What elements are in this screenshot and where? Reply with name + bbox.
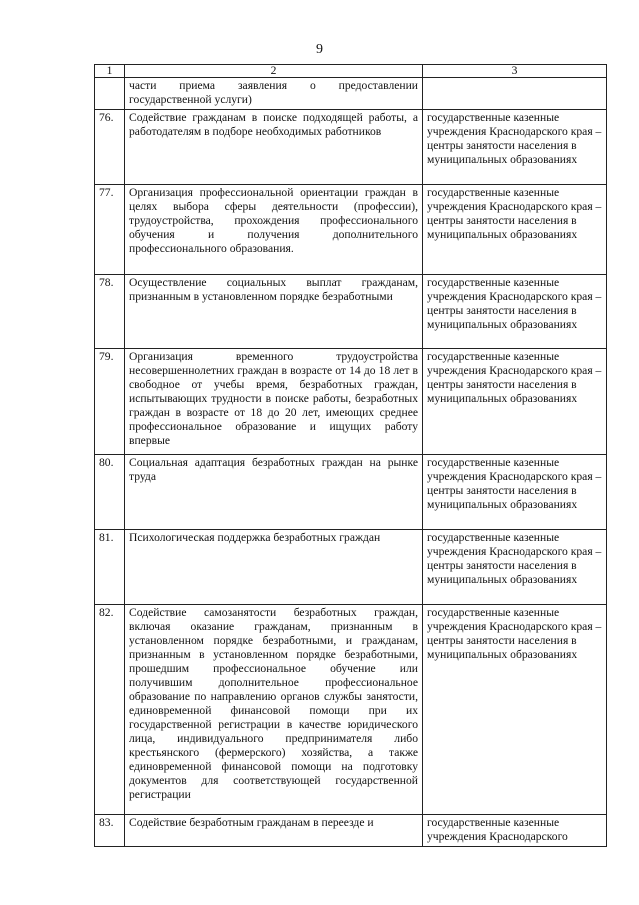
row-number <box>95 78 125 110</box>
row-description: Организация профессиональной ориентации граждан в целях выбора сферы деятельности (профессии), трудоустройства, прохождения профессионального обучения и получения дополнительного профессионального образования. <box>125 185 423 275</box>
row-responsible: государственные казенные учреждения Краснодарского края – центры занятости населения в муниципальных образованиях <box>423 455 607 530</box>
row-number: 77. <box>95 185 125 275</box>
row-number: 83. <box>95 815 125 847</box>
header-col-1: 1 <box>95 65 125 78</box>
row-number: 81. <box>95 530 125 605</box>
header-col-2: 2 <box>125 65 423 78</box>
row-description: части приема заявления о предоставлении государственной услуги) <box>125 78 423 110</box>
table-header-row <box>95 65 607 78</box>
row-responsible: государственные казенные учреждения Краснодарского края – центры занятости населения в муниципальных образованиях <box>423 185 607 275</box>
row-number: 80. <box>95 455 125 530</box>
row-responsible: государственные казенные учреждения Краснодарского края – центры занятости населения в муниципальных образованиях <box>423 349 607 455</box>
table-row-77 <box>95 185 607 275</box>
row-responsible: государственные казенные учреждения Краснодарского края – центры занятости населения в муниципальных образованиях <box>423 605 607 815</box>
table-row-82 <box>95 605 607 815</box>
row-responsible: государственные казенные учреждения Краснодарского края – центры занятости населения в муниципальных образованиях <box>423 110 607 185</box>
table-row-81 <box>95 530 607 605</box>
row-description: Осуществление социальных выплат гражданам, признанным в установленном порядке безработными <box>125 275 423 349</box>
table-row-79 <box>95 349 607 455</box>
row-description: Организация временного трудоустройства несовершеннолетних граждан в возрасте от 14 до 18 лет в свободное от учебы время, безработных граждан, испытывающих трудности в поиске работы, безработных граждан в возрасте от 18 до 20 лет, имеющих среднее профессиональное образование и ищущих работу впервые <box>125 349 423 455</box>
row-responsible <box>423 78 607 110</box>
header-col-3: 3 <box>423 65 607 78</box>
row-description: Психологическая поддержка безработных граждан <box>125 530 423 605</box>
services-table <box>94 64 607 847</box>
row-description: Содействие самозанятости безработных граждан, включая оказание гражданам, признанным в установленном порядке безработными, и гражданам, признанным в установленном порядке безработными, прошедшим профессиональное обучение или получившим дополнительное профессиональное образование по направлению органов службы занятости, единовременной финансовой помощи при их государственной регистрации в качестве юридического лица, индивидуального предпринимателя либо крестьянского (фермерского) хозяйства, а также единовременной финансовой помощи на подготовку документов для соответствующей государственной регистрации <box>125 605 423 815</box>
row-number: 78. <box>95 275 125 349</box>
row-description: Содействие безработным гражданам в переезде и <box>125 815 423 847</box>
table-row-80 <box>95 455 607 530</box>
row-responsible: государственные казенные учреждения Краснодарского <box>423 815 607 847</box>
row-description: Содействие гражданам в поиске подходящей работы, а работодателям в подборе необходимых работников <box>125 110 423 185</box>
row-number: 82. <box>95 605 125 815</box>
table-row-83 <box>95 815 607 847</box>
row-number: 76. <box>95 110 125 185</box>
row-responsible: государственные казенные учреждения Краснодарского края – центры занятости населения в муниципальных образованиях <box>423 275 607 349</box>
table-row-continuation <box>95 78 607 110</box>
row-description: Социальная адаптация безработных граждан на рынке труда <box>125 455 423 530</box>
row-responsible: государственные казенные учреждения Краснодарского края – центры занятости населения в муниципальных образованиях <box>423 530 607 605</box>
page-number: 9 <box>316 42 323 57</box>
table-row-76 <box>95 110 607 185</box>
table-row-78 <box>95 275 607 349</box>
row-number: 79. <box>95 349 125 455</box>
